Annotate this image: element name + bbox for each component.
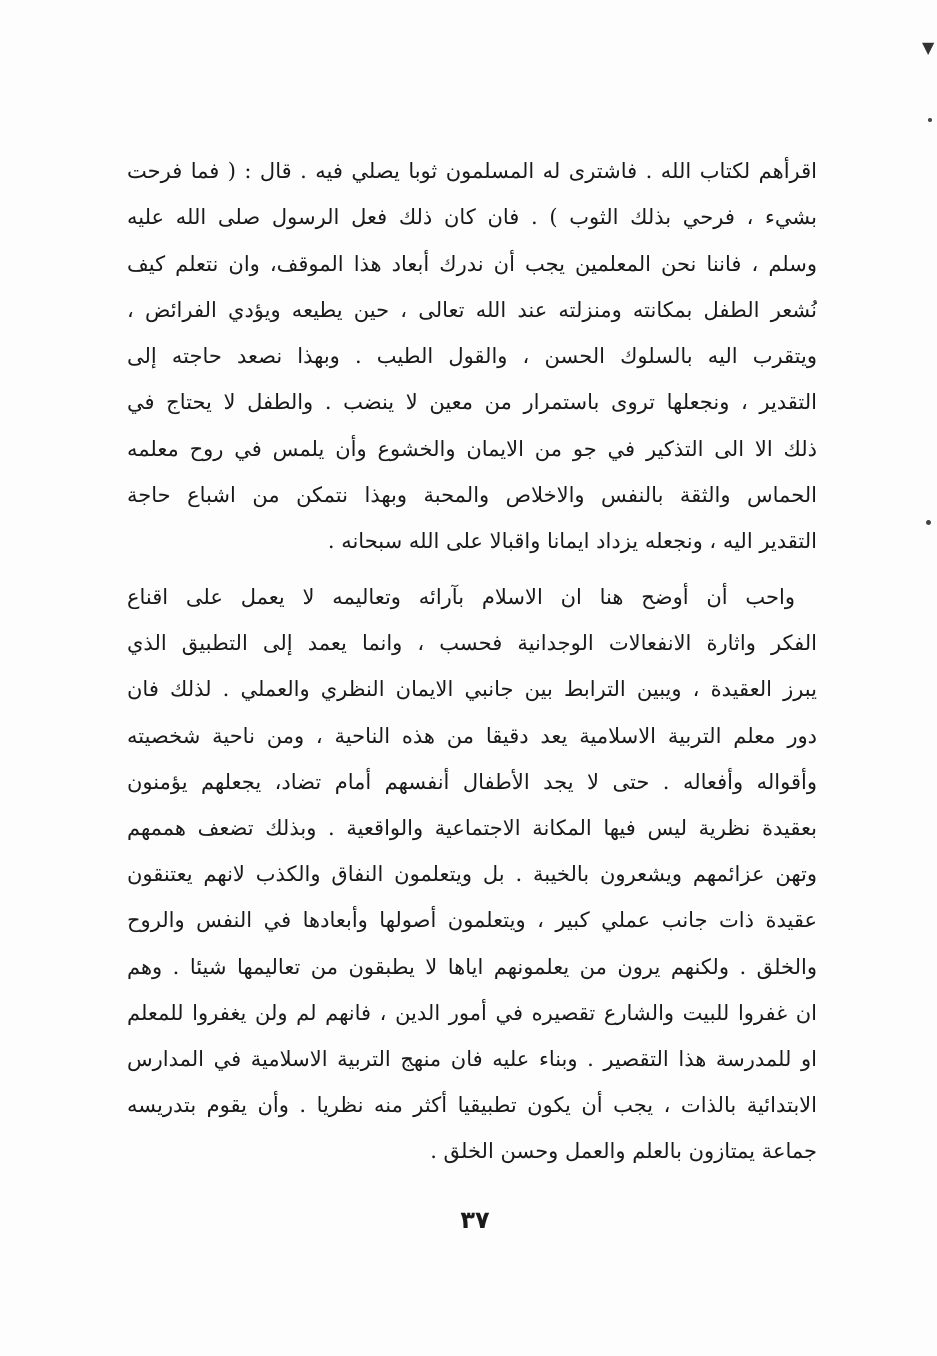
text-line: او للمدرسة هذا التقصير . وبناء عليه فان منهج التربية الاسلامية في المدارس — [127, 1047, 817, 1072]
text-line: الفكر واثارة الانفعالات الوجدانية فحسب ، وانما يعمد إلى التطبيق الذي — [127, 631, 817, 656]
margin-dot-mark — [928, 118, 932, 122]
text-line: ويتقرب اليه بالسلوك الحسن ، والقول الطيب . وبهذا نصعد حاجته إلى — [127, 344, 817, 369]
text-line: وأقواله وأفعاله . حتى لا يجد الأطفال أنفسهم أمام تضاد، يجعلهم يؤمنون — [127, 769, 817, 794]
paragraph-2 — [127, 574, 817, 1175]
text-line: التقدير ، ونجعلها تروى باستمرار من معين لا ينضب . والطفل لا يحتاج في — [127, 390, 817, 415]
text-line: الابتدائية بالذات ، يجب أن يكون تطبيقيا أكثر منه نظريا . وأن يقوم بتدريسه — [127, 1093, 817, 1118]
text-line: اقرأهم لكتاب الله . فاشترى له المسلمون ثوبا يصلي فيه . قال : ( فما فرحت — [127, 159, 817, 183]
text-line: الحماس والثقة بالنفس والاخلاص والمحبة وبهذا نتمكن من اشباع حاجة — [127, 483, 817, 508]
text-line: ان غفروا للبيت والشارع تقصيره في أمور الدين ، فانهم لم ولن يغفروا للمعلم — [127, 1000, 817, 1025]
page-number: ٣٧ — [460, 1206, 490, 1234]
text-line: واحب أن أوضح هنا ان الاسلام بآرائه وتعاليمه لا يعمل على اقناع — [127, 585, 795, 609]
text-line: ذلك الا الى التذكير في جو من الايمان والخشوع وأن يلمس في روح معلمه — [127, 436, 817, 461]
text-line: يبرز العقيدة ، ويبين الترابط بين جانبي الايمان النظري والعملي . لذلك فان — [127, 677, 817, 702]
text-line: بشيء ، فرحي بذلك الثوب ) . فان كان ذلك فعل الرسول صلى الله عليه — [127, 205, 817, 230]
text-line: والخلق . ولكنهم يرون من يعلمونهم اياها لا يطبقون من تعاليمها شيئا . وهم — [127, 954, 817, 979]
text-line: بعقيدة نظرية ليس فيها المكانة الاجتماعية والواقعية . وبذلك تضعف هممهم — [127, 816, 817, 841]
paragraph-1 — [127, 148, 817, 565]
text-line: جماعة يمتازون بالعلم والعمل وحسن الخلق . — [430, 1139, 817, 1164]
margin-arrow-mark: ▼ — [922, 38, 935, 57]
margin-dot-mark — [926, 520, 931, 525]
text-line: نُشعر الطفل بمكانته ومنزلته عند الله تعالى ، حين يطيعه ويؤدي الفرائض ، — [127, 297, 817, 322]
text-line: دور معلم التربية الاسلامية يعد دقيقا من هذه الناحية ، ومن ناحية شخصيته — [127, 723, 817, 748]
text-line: وسلم ، فاننا نحن المعلمين يجب أن ندرك أبعاد هذا الموقف، وان نتعلم كيف — [127, 251, 817, 276]
text-line: التقدير اليه ، ونجعله يزداد ايمانا واقبالا على الله سبحانه . — [327, 529, 817, 554]
text-line: وتهن عزائمهم ويشعرون بالخيبة . بل ويتعلمون النفاق والكذب لانهم يعتنقون — [127, 862, 817, 887]
text-line: عقيدة ذات جانب عملي كبير ، ويتعلمون أصولها وأبعادها في النفس والروح — [127, 908, 817, 933]
